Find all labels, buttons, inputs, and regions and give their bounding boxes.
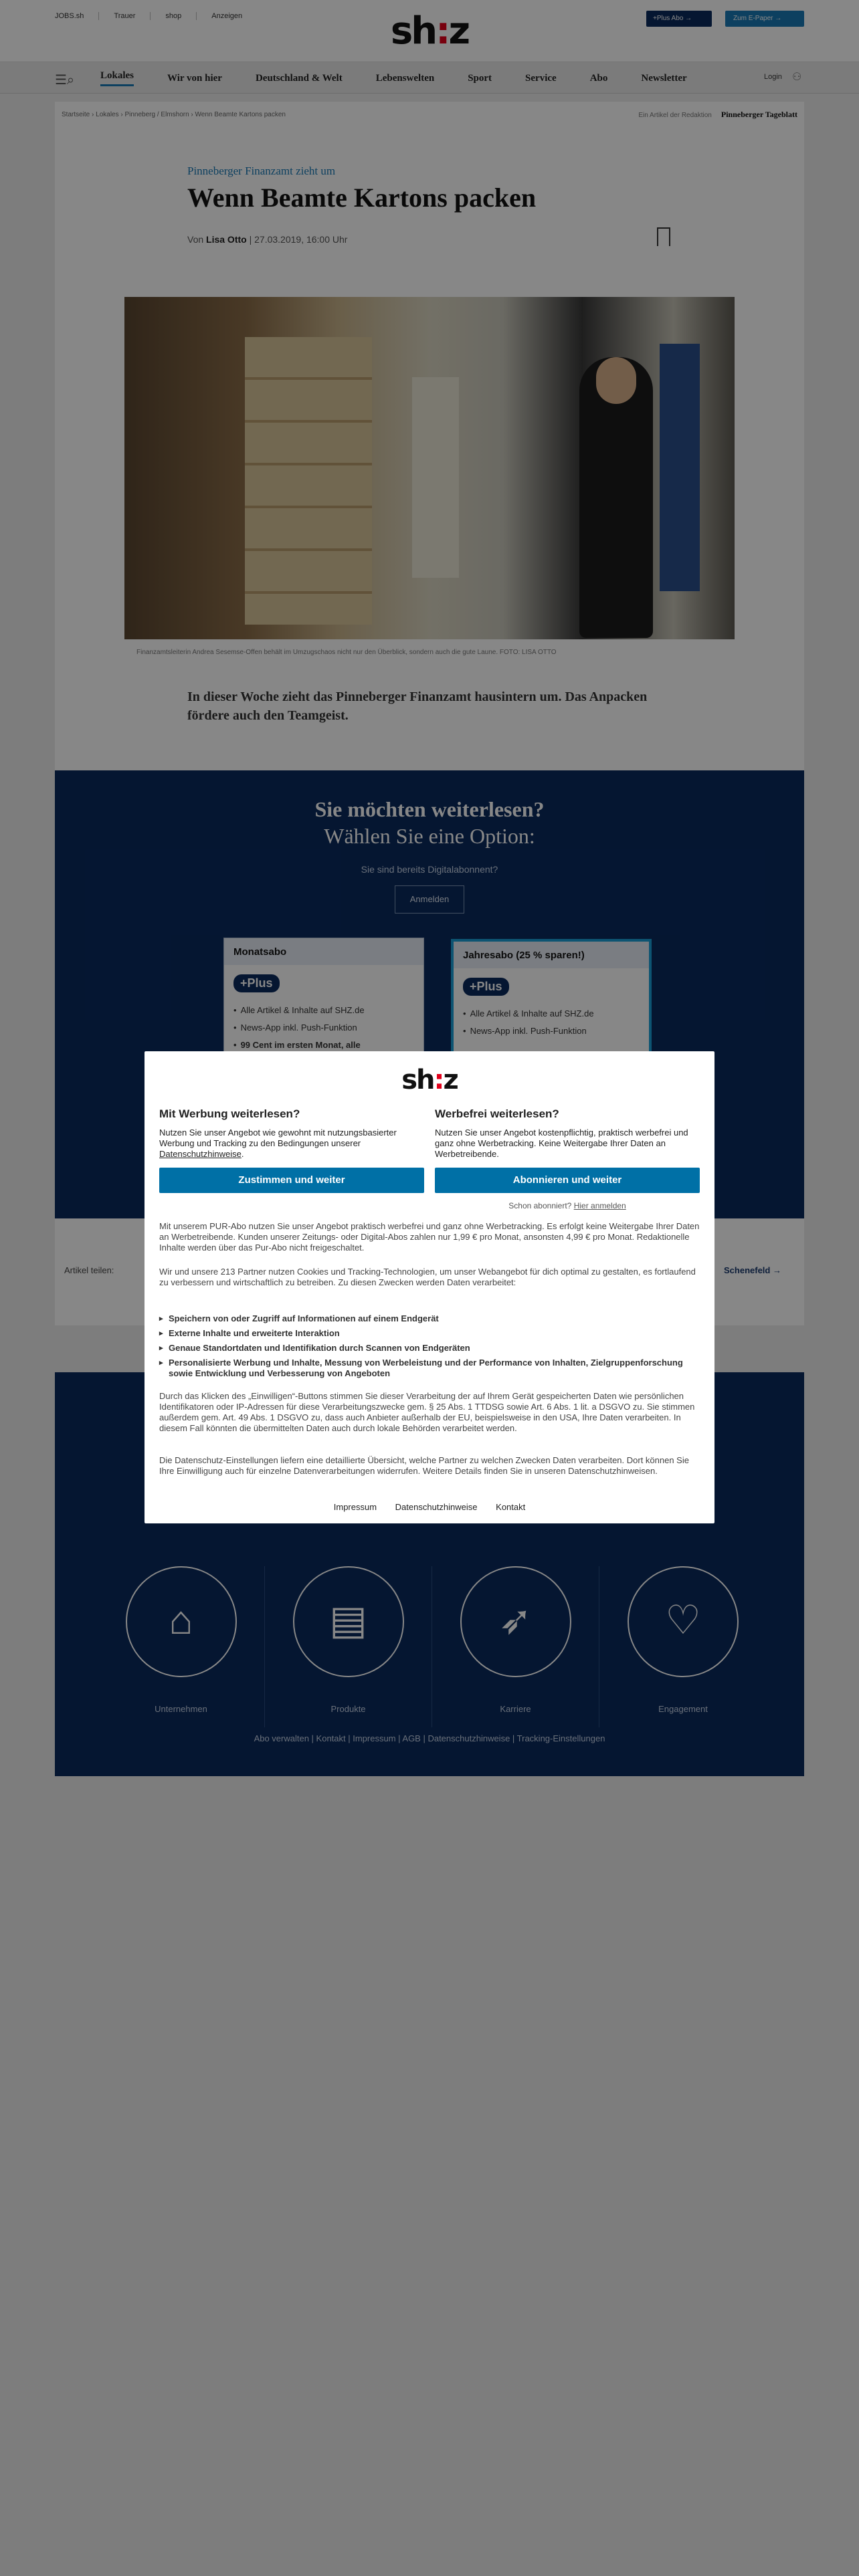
nav-item-lebenswelten[interactable]: Lebenswelten: [375, 72, 435, 84]
site-logo[interactable]: sh:z: [390, 9, 469, 53]
consent-footer: [145, 1502, 714, 1512]
nav-item-wir-von-hier[interactable]: Wir von hier: [167, 72, 222, 84]
footer-item-produkte[interactable]: ▤ Produkte: [265, 1566, 432, 1727]
consent-purpose[interactable]: ▸ Personalisierte Werbung und Inhalte, Messung von Werbeleistung und der Performance von Inhalten, Zielgruppenforschung sowie Entwicklung und Verbesserung von Angeboten: [159, 1358, 700, 1379]
paywall-subtitle: Wählen Sie eine Option:: [324, 824, 535, 848]
menu-icon[interactable]: ☰⌕: [55, 73, 75, 88]
consent-settings-text: Die Datenschutz-Einstellungen liefern eine detaillierte Übersicht, welche Partner zu welchen Zwecken Daten verarbeiten. Dort können Sie Ihre Einwilligung auch für einzelne Datenverarbeitungen widerrufen. Weitere Details finden Sie in unseren Datenschutzhinweisen.: [159, 1455, 689, 1476]
contact-link[interactable]: Kontakt: [496, 1502, 526, 1512]
footer-links[interactable]: Abo verwalten | Kontakt | Impressum | AGB | Datenschutzhinweise | Tracking-Einstellungen: [254, 1733, 605, 1743]
breadcrumb[interactable]: Startseite › Lokales › Pinneberg / Elmshorn › Wenn Beamte Kartons packen: [62, 111, 286, 118]
consent-ads-title: Mit Werbung weiterlesen?: [159, 1107, 300, 1120]
plus-abo-button[interactable]: +Plus Abo →: [646, 11, 712, 27]
photo-caption: Finanzamtsleiterin Andrea Sesemse-Offen behält im Umzugschaos nicht nur den Überblick, sondern auch die gute Laune. FOTO: LISA OTTO: [136, 649, 557, 656]
article-kicker: Pinneberger Finanzamt zieht um: [187, 165, 336, 177]
consent-purpose[interactable]: ▸ Genaue Standortdaten und Identifikation durch Scannen von Endgeräten: [159, 1343, 700, 1354]
subscribe-button[interactable]: Abonnieren und weiter: [435, 1168, 700, 1193]
already-subscribed: Schon abonniert? Hier anmelden: [508, 1201, 626, 1210]
consent-legal-text: Durch das Klicken des „Einwilligen“-Buttons stimmen Sie dieser Verarbeitung der auf Ihrem Gerät gespeicherten Daten wie persönlichen Identifikatoren oder IP-Adressen für diese Verarbeitungszwecke gem. § 25 Abs. 1 TTDSG sowie Art. 6 Abs. 1 lit. a DSGVO zu. Sie stimmen außerdem gem. Art. 49 Abs. 1 DSGVO zu, dass auch Anbieter außerhalb der EU, beispielsweise in den USA, Ihre Daten verarbeiten. In diesem Fall könnten die übermittelten Daten auch durch lokale Behörden verarbeitet werden.: [159, 1391, 695, 1433]
heart-icon: ♡: [665, 1598, 701, 1642]
consent-purpose[interactable]: ▸ Speichern von oder Zugriff auf Informationen auf einem Endgerät: [159, 1313, 700, 1324]
nav-item-sport[interactable]: Sport: [468, 72, 492, 84]
article-lead: In dieser Woche zieht das Pinneberger Finanzamt hausintern um. Das Anpacken fördere auch den Teamgeist.: [187, 689, 648, 723]
offer-feature: • 99 Cent im ersten Monat, alle: [242, 1037, 413, 1054]
consent-ads-text: Nutzen Sie unser Angebot wie gewohnt mit nutzungsbasierter Werbung und Tracking zu den Bedingungen unserer Datenschutzhinweise.: [159, 1128, 397, 1159]
newspaper-icon: ▤: [329, 1598, 367, 1642]
share-label: Artikel teilen:: [64, 1265, 114, 1275]
nav-item-abo[interactable]: Abo: [589, 72, 608, 84]
offer-feature: • Alle Artikel & Inhalte auf SHZ.de: [242, 1002, 413, 1019]
consent-purposes: [159, 1313, 700, 1383]
offer-feature: • Alle Artikel & Inhalte auf SHZ.de: [471, 1005, 638, 1023]
nav-item-newsletter[interactable]: Newsletter: [641, 72, 687, 84]
offer-title: Jahresabo (25 % sparen!): [454, 942, 649, 968]
consent-adfree-title: Werbefrei weiterlesen?: [435, 1107, 559, 1120]
plus-badge: +Plus: [233, 974, 280, 992]
consent-partners-text: Wir und unsere 213 Partner nutzen Cookies und Tracking-Technologien, um unser Webangebot für dich optimal zu gestalten, es fortlaufend zu verbessern und wirtschaftlich zu betreiben. Zu diesen Zwecken werden Daten verarbeitet:: [159, 1267, 696, 1287]
top-link-trauer[interactable]: Trauer: [99, 12, 151, 20]
top-link-jobs[interactable]: JOBS.sh: [55, 12, 99, 20]
consent-adfree-text: Nutzen Sie unser Angebot kostenpflichtig, praktisch werbefrei und ganz ohne Werbetracking. Keine Weitergabe Ihrer Daten an Werbetreibende.: [435, 1128, 688, 1159]
paywall-login-button[interactable]: Anmelden: [395, 885, 464, 914]
building-icon: ⌂: [169, 1598, 193, 1642]
footer-item-engagement[interactable]: ♡ Engagement: [599, 1566, 767, 1727]
rocket-icon: ➶: [498, 1598, 533, 1642]
article-headline: Wenn Beamte Kartons packen: [187, 183, 537, 213]
consent-logo: sh:z: [401, 1065, 458, 1095]
footer-item-karriere[interactable]: ➶ Karriere: [432, 1566, 599, 1727]
byline: Von Lisa Otto | 27.03.2019, 16:00 Uhr: [187, 234, 348, 245]
privacy-link[interactable]: Datenschutzhinweise: [159, 1149, 242, 1159]
offer-title: Monatsabo: [224, 938, 423, 965]
accept-button[interactable]: Zustimmen und weiter: [159, 1168, 424, 1193]
consent-pur-text: Mit unserem PUR-Abo nutzen Sie unser Angebot praktisch werbefrei und ganz ohne Werbetracking. Es erfolgt keine Weitergabe Ihrer Daten an Werbetreibende. Kunden unserer Zeitungs- oder Digital-Abos zahlen nur 1,99 € pro Monat, ansonsten 4,99 € pro Monat. Redaktionelle Inhalte werden über das Pur-Abo nicht freigeschaltet.: [159, 1221, 700, 1253]
nav-item-deutschland-welt[interactable]: Deutschland & Welt: [255, 72, 343, 84]
consent-ads-column: [159, 1107, 424, 1210]
author-link[interactable]: Lisa Otto: [206, 234, 247, 245]
next-article-link[interactable]: Schenefeld →: [724, 1265, 781, 1275]
consent-adfree-column: [435, 1107, 700, 1210]
nav-item-lokales[interactable]: Lokales: [100, 70, 134, 86]
privacy-footer-link[interactable]: Datenschutzhinweise: [395, 1502, 478, 1512]
consent-purpose[interactable]: ▸ Externe Inhalte und erweiterte Interaktion: [159, 1328, 700, 1339]
paywall-title: Sie möchten weiterlesen?: [314, 797, 545, 821]
login-link[interactable]: Login: [764, 73, 782, 81]
source-paper: Pinneberger Tageblatt: [721, 110, 797, 119]
login-here-link[interactable]: Hier anmelden: [573, 1201, 626, 1210]
offer-feature: • News-App inkl. Push-Funktion: [242, 1019, 413, 1037]
impressum-link[interactable]: Impressum: [333, 1502, 377, 1512]
top-link-shop[interactable]: shop: [151, 12, 197, 20]
nav-item-service[interactable]: Service: [525, 72, 557, 84]
offer-feature: • News-App inkl. Push-Funktion: [471, 1023, 638, 1040]
paywall-note: Sie sind bereits Digitalabonnent?: [361, 864, 498, 875]
top-link-anzeigen[interactable]: Anzeigen: [211, 12, 243, 20]
consent-dialog: [145, 1051, 714, 1523]
user-icon[interactable]: ⚇: [792, 72, 802, 83]
footer-item-unternehmen[interactable]: ⌂ Unternehmen: [98, 1566, 265, 1727]
source-note: Ein Artikel der Redaktion Pinneberger Tageblatt: [638, 110, 797, 119]
plus-badge: +Plus: [463, 978, 509, 996]
epaper-button[interactable]: Zum E-Paper →: [725, 11, 804, 27]
